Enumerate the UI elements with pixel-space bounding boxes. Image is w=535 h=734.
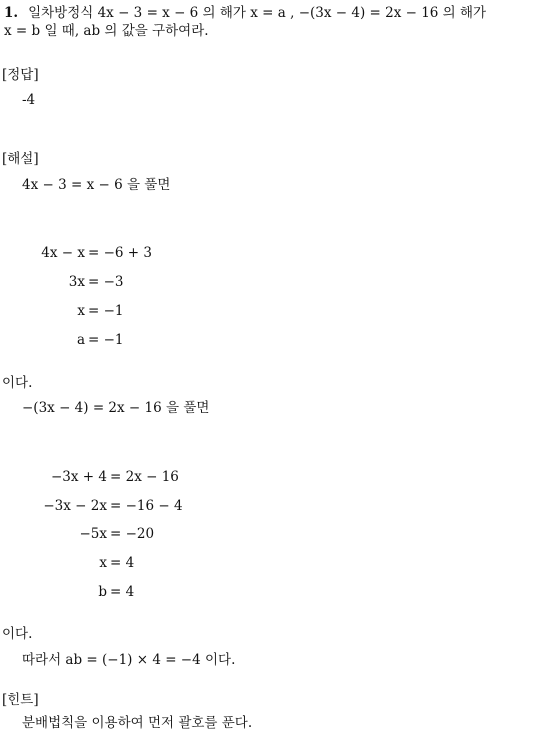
- eq2-step1-right: = 2x − 16: [110, 469, 179, 485]
- solution-conclude-2: 이다.: [2, 626, 33, 642]
- eq2-step3-left: −5x: [79, 526, 107, 542]
- solution-intro-2: −(3x − 4) = 2x − 16 을 풀면: [22, 400, 210, 416]
- eq2-step2-right: = −16 − 4: [110, 498, 183, 514]
- solution-header: [해설]: [2, 151, 39, 167]
- eq2-step5-right: = 4: [110, 584, 135, 600]
- eq1-step2-right: = −3: [88, 274, 124, 290]
- eq2-step4-right: = 4: [110, 555, 135, 571]
- solution-intro-1: 4x − 3 = x − 6 을 풀면: [22, 177, 171, 193]
- problem-line-1: [4, 4, 486, 22]
- solution-conclude-1: 이다.: [2, 375, 33, 391]
- eq1-step3-right: = −1: [88, 303, 124, 319]
- answer-value: -4: [22, 92, 36, 108]
- eq2-step5-left: b: [98, 584, 107, 600]
- hint-header: [힌트]: [2, 692, 39, 708]
- hint-text: 분배법칙을 이용하여 먼저 괄호를 푼다.: [22, 715, 253, 731]
- problem-text-line-1: 일차방정식 4x − 3 = x − 6 의 해가 x = a , −(3x − 4) = 2x − 16 의 해가: [28, 5, 487, 21]
- eq2-step1-left: −3x + 4: [51, 469, 107, 485]
- eq2-step2-left: −3x − 2x: [43, 498, 107, 514]
- eq2-step3-right: = −20: [110, 526, 155, 542]
- eq2-step4-left: x: [99, 555, 107, 571]
- eq1-step1-right: = −6 + 3: [88, 245, 152, 261]
- solution-final: 따라서 ab = (−1) × 4 = −4 이다.: [22, 652, 236, 668]
- eq1-step3-left: x: [77, 303, 85, 319]
- answer-header: [정답]: [2, 67, 39, 83]
- problem-number: 1.: [4, 5, 19, 21]
- eq1-step1-left: 4x − x: [41, 245, 85, 261]
- problem-text-line-2: x = b 일 때, ab 의 값을 구하여라.: [4, 23, 209, 39]
- eq1-step4-right: = −1: [88, 332, 124, 348]
- eq1-step4-left: a: [76, 332, 85, 348]
- eq1-step2-left: 3x: [68, 274, 85, 290]
